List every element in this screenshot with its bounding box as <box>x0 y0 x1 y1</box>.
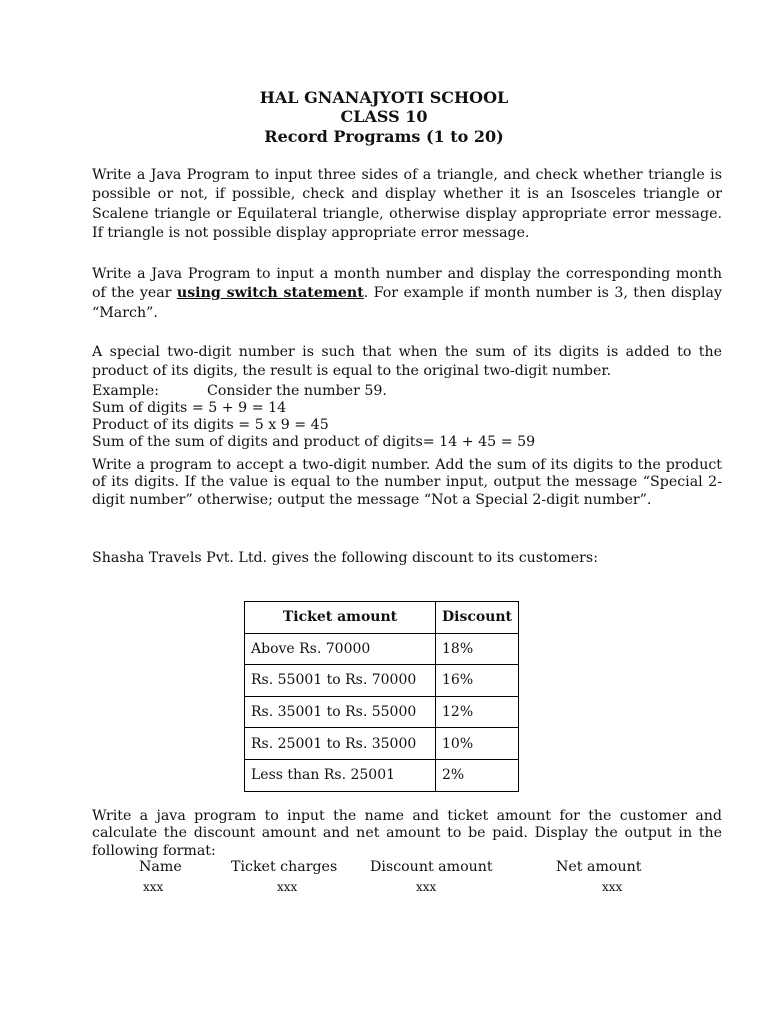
table-header-row <box>245 602 519 634</box>
discount-cell: 18% <box>436 633 519 665</box>
switch-emphasis: using switch statement <box>176 285 364 302</box>
header-ticket-amount: Ticket amount <box>245 602 436 634</box>
record-title: Record Programs (1 to 20) <box>264 127 504 146</box>
example-label: Example: <box>92 383 160 399</box>
question-triangle: Write a Java Program to input three sides of a triangle, and check whether triangle is possible or not, if possible, check and display whether it is an Isosceles triangle or Scalene triangle or Equilateral triangle, otherwise display appropriate error message. If triangle is not possible display appropriate error message. <box>92 167 722 241</box>
sum-line: Sum of digits = 5 + 9 = 14 <box>92 400 287 416</box>
discount-cell: 10% <box>436 728 519 760</box>
format-header-net-amount: Net amount <box>556 859 642 875</box>
special-number-task: Write a program to accept a two-digit number. Add the sum of its digits to the product of its digits. If the value is equal to the number input, output the message “Special 2-digit number” otherwise; output the message “Not a Special 2-digit number”. <box>92 457 722 508</box>
example-text: Consider the number 59. <box>207 383 387 399</box>
discount-cell: 12% <box>436 696 519 728</box>
total-line: Sum of the sum of digits and product of digits= 14 + 45 = 59 <box>92 434 536 450</box>
discount-task: Write a java program to input the name and ticket amount for the customer and calculate the discount amount and net amount to be paid. Display the output in the following format: <box>92 808 722 859</box>
format-value-ticket-charges: xxx <box>277 880 298 894</box>
table-row <box>245 633 519 665</box>
discount-cell: 16% <box>436 665 519 697</box>
example-line <box>92 383 387 400</box>
format-header-name: Name <box>139 859 182 875</box>
format-header-ticket-charges: Ticket charges <box>231 859 338 875</box>
discount-intro: Shasha Travels Pvt. Ltd. gives the following discount to its customers: <box>92 550 598 566</box>
ticket-amount-cell: Less than Rs. 25001 <box>245 759 436 791</box>
ticket-amount-cell: Rs. 55001 to Rs. 70000 <box>245 665 436 697</box>
table-row <box>245 728 519 760</box>
table-row <box>245 759 519 791</box>
format-value-net-amount: xxx <box>602 880 623 894</box>
table-row <box>245 665 519 697</box>
question-month-text-b: . For example if month number is 3, then display “March”. <box>92 285 723 321</box>
header-discount: Discount <box>436 602 519 634</box>
format-value-name: xxx <box>143 880 164 894</box>
table-row <box>245 696 519 728</box>
special-number-intro: A special two-digit number is such that when the sum of its digits is added to the product of its digits, the result is equal to the original two-digit number. <box>92 344 722 380</box>
ticket-amount-cell: Rs. 25001 to Rs. 35000 <box>245 728 436 760</box>
discount-table <box>244 601 519 792</box>
question-month <box>92 265 722 323</box>
question-month-text-a: Write a Java Program to input a month number and display the corresponding month of the year <box>92 266 722 302</box>
product-line: Product of its digits = 5 x 9 = 45 <box>92 417 329 433</box>
format-header-discount-amount: Discount amount <box>370 859 493 875</box>
format-value-discount-amount: xxx <box>416 880 437 894</box>
class-title: CLASS 10 <box>340 107 428 126</box>
discount-cell: 2% <box>436 759 519 791</box>
ticket-amount-cell: Above Rs. 70000 <box>245 633 436 665</box>
school-name: HAL GNANAJYOTI SCHOOL <box>259 88 509 107</box>
ticket-amount-cell: Rs. 35001 to Rs. 55000 <box>245 696 436 728</box>
